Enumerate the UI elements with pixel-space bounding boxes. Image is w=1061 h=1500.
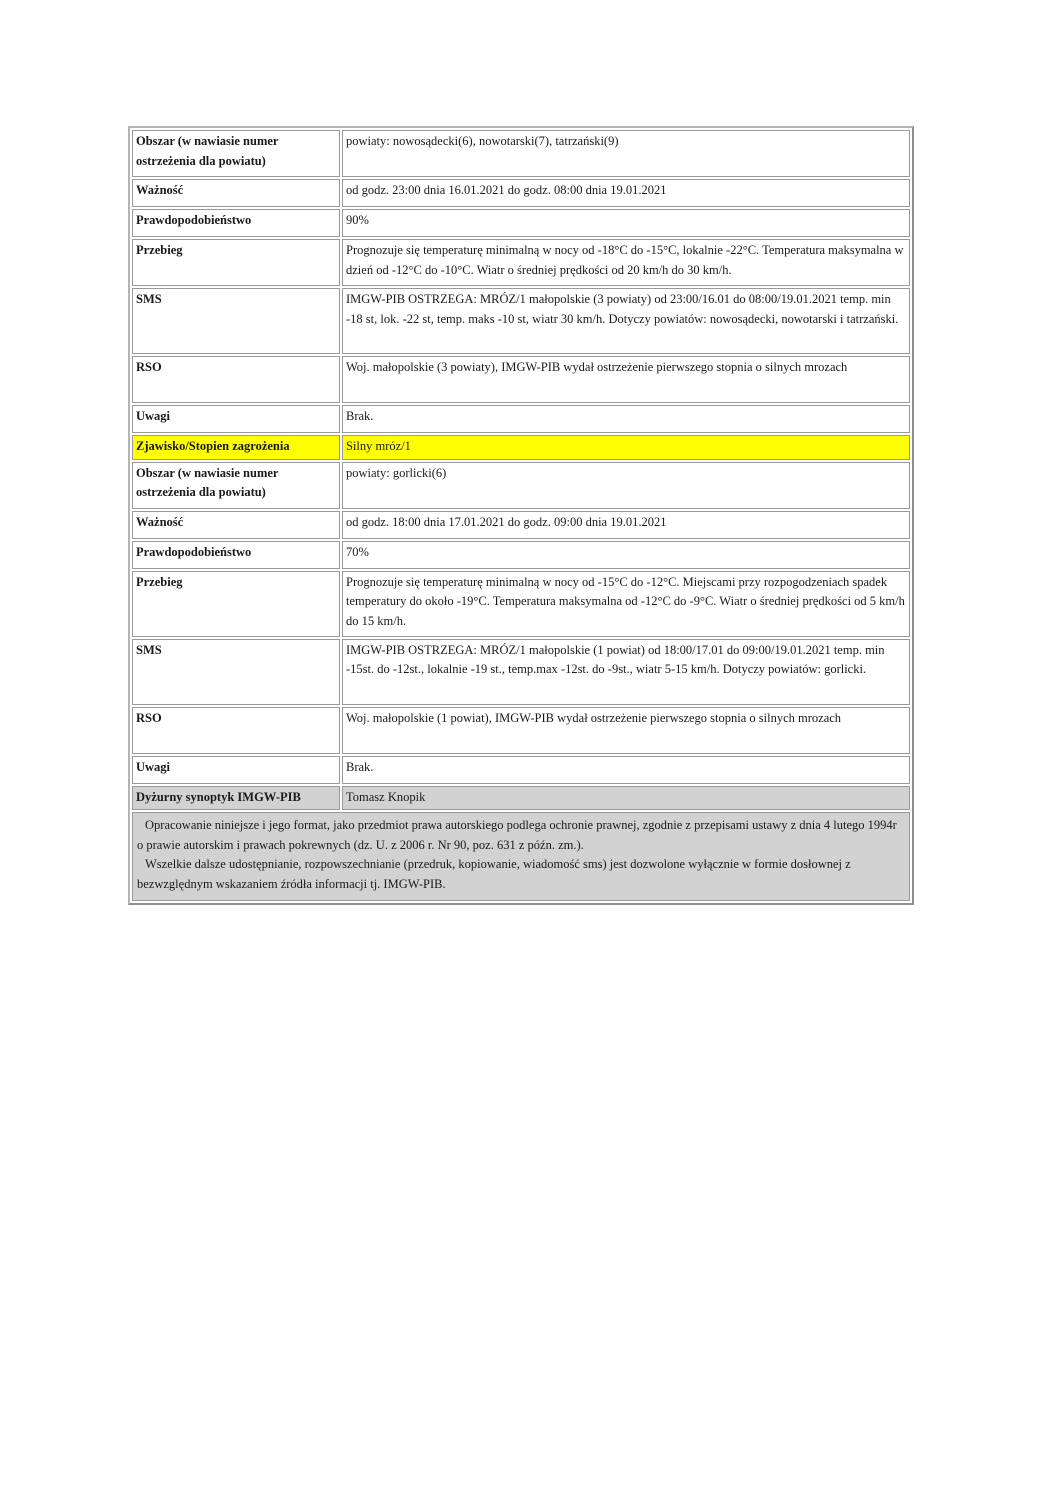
- row-value: Prognozuje się temperaturę minimalną w nocy od -15°C do -12°C. Miejscami przy rozpogodzeniach spadek temperatury do około -19°C. Temperatura maksymalna od -12°C do -9°C. Wiatr o średniej prędkości od 5 km/h do 15 km/h.: [342, 571, 910, 637]
- row-value: powiaty: gorlicki(6): [342, 462, 910, 509]
- table-row: [132, 130, 910, 177]
- row-label: RSO: [132, 356, 340, 403]
- row-value: IMGW-PIB OSTRZEGA: MRÓZ/1 małopolskie (3 powiaty) od 23:00/16.01 do 08:00/19.01.2021 temp. min -18 st, lok. -22 st, temp. maks -10 st, wiatr 30 km/h. Dotyczy powiatów: nowosądecki, nowotarski i tatrzański.: [342, 288, 910, 354]
- row-label: Prawdopodobieństwo: [132, 541, 340, 569]
- row-label: Przebieg: [132, 239, 340, 286]
- row-label: Ważność: [132, 511, 340, 539]
- table-row: [132, 435, 910, 460]
- row-label: Dyżurny synoptyk IMGW-PIB: [132, 786, 340, 811]
- row-label: SMS: [132, 288, 340, 354]
- table-row: [132, 288, 910, 354]
- row-value: Brak.: [342, 756, 910, 784]
- row-value: Woj. małopolskie (1 powiat), IMGW-PIB wydał ostrzeżenie pierwszego stopnia o silnych mrozach: [342, 707, 910, 754]
- row-value: Tomasz Knopik: [342, 786, 910, 811]
- copyright-footer-row: [132, 812, 910, 901]
- row-label: RSO: [132, 707, 340, 754]
- row-value: powiaty: nowosądecki(6), nowotarski(7), tatrzański(9): [342, 130, 910, 177]
- row-value: Prognozuje się temperaturę minimalną w nocy od -18°C do -15°C, lokalnie -22°C. Temperatura maksymalna w dzień od -12°C do -10°C. Wiatr o średniej prędkości od 20 km/h do 30 km/h.: [342, 239, 910, 286]
- row-value: IMGW-PIB OSTRZEGA: MRÓZ/1 małopolskie (1 powiat) od 18:00/17.01 do 09:00/19.01.2021 temp. min -15st. do -12st., lokalnie -19 st., temp.max -12st. do -9st., wiatr 5-15 km/h. Dotyczy powiatów: gorlicki.: [342, 639, 910, 705]
- table-row: [132, 511, 910, 539]
- row-label: Obszar (w nawiasie numer ostrzeżenia dla powiatu): [132, 462, 340, 509]
- row-value: od godz. 18:00 dnia 17.01.2021 do godz. 09:00 dnia 19.01.2021: [342, 511, 910, 539]
- table-row: [132, 209, 910, 237]
- table-row: [132, 541, 910, 569]
- table-row: [132, 356, 910, 403]
- table-row: [132, 756, 910, 784]
- row-label: Przebieg: [132, 571, 340, 637]
- row-value: od godz. 23:00 dnia 16.01.2021 do godz. 08:00 dnia 19.01.2021: [342, 179, 910, 207]
- row-label: Prawdopodobieństwo: [132, 209, 340, 237]
- row-label: Uwagi: [132, 405, 340, 433]
- row-value: Woj. małopolskie (3 powiaty), IMGW-PIB wydał ostrzeżenie pierwszego stopnia o silnych mrozach: [342, 356, 910, 403]
- table-row: [132, 179, 910, 207]
- table-row: [132, 786, 910, 811]
- row-value: Brak.: [342, 405, 910, 433]
- warning-table: [128, 126, 914, 905]
- row-label: Uwagi: [132, 756, 340, 784]
- table-row: [132, 239, 910, 286]
- row-value: 70%: [342, 541, 910, 569]
- table-row: [132, 639, 910, 705]
- row-label: Ważność: [132, 179, 340, 207]
- table-row: [132, 405, 910, 433]
- row-label: Zjawisko/Stopien zagrożenia: [132, 435, 340, 460]
- row-value: 90%: [342, 209, 910, 237]
- copyright-paragraph-2: Wszelkie dalsze udostępnianie, rozpowszechnianie (przedruk, kopiowanie, wiadomość sms) jest dozwolone wyłącznie w formie dosłownej z bezwzględnym wskazaniem źródła informacji tj. IMGW-PIB.: [137, 857, 851, 891]
- table-row: [132, 462, 910, 509]
- row-label: Obszar (w nawiasie numer ostrzeżenia dla powiatu): [132, 130, 340, 177]
- copyright-paragraph-1: Opracowanie niniejsze i jego format, jako przedmiot prawa autorskiego podlega ochronie prawnej, zgodnie z przepisami ustawy z dnia 4 lutego 1994r o prawie autorskim i prawach pokrewnych (dz. U. z 2006 r. Nr 90, poz. 631 z późn. zm.).: [137, 818, 897, 852]
- copyright-footer: [132, 812, 910, 901]
- warning-document: [128, 126, 914, 905]
- table-row: [132, 707, 910, 754]
- row-label: SMS: [132, 639, 340, 705]
- table-row: [132, 571, 910, 637]
- row-value: Silny mróz/1: [342, 435, 910, 460]
